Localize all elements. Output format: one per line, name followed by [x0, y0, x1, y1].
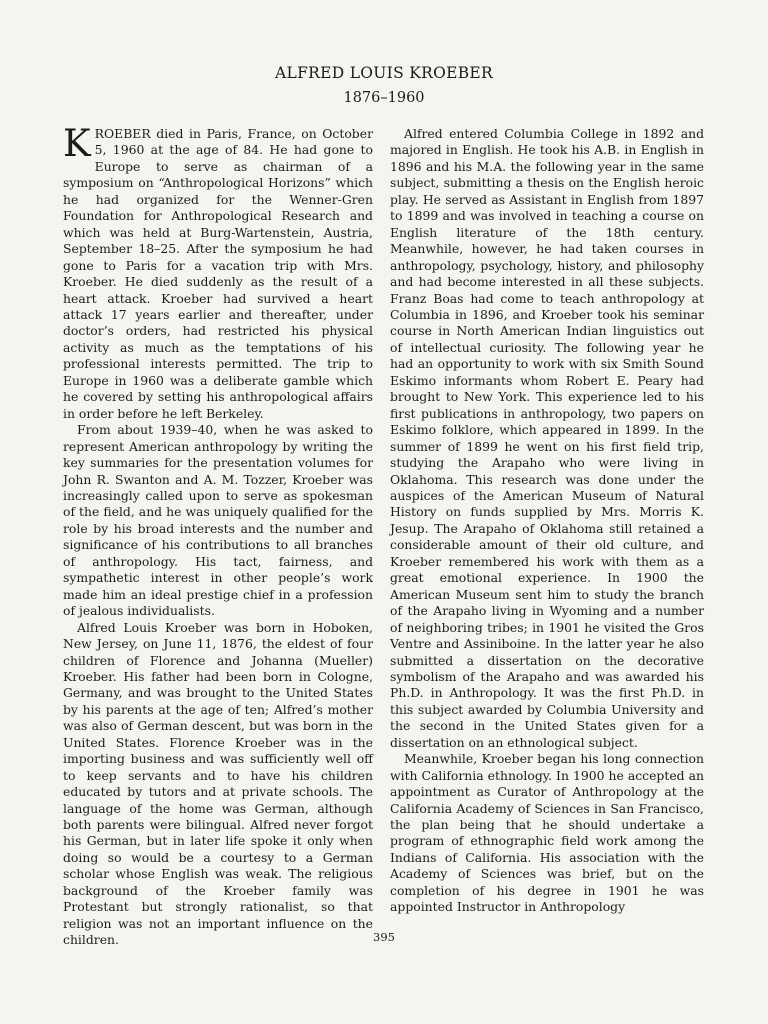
paragraph-3: Alfred Louis Kroeber was born in Hoboken, New Jersey, on June 11, 1876, the eldest of four children of Florence and Johanna (Mueller) Kroeber. His father had been born in Cologne, Germany, and was brought to the United States by his parents at the age of ten; Alfred’s mother was also of German descent, but was born in the United States. Florence Kroeber was in the importing business and was sufficiently well off to keep servants and to have his children educated by tutors and at private schools. The language of the home was German, although both parents were bilingual. Alfred never forgot his German, but in later life spoke it only when doing so would be a courtesy to a German scholar whose English was weak. The religious background of the Kroeber family was Protestant but strongly rationalist, so that religion was not an important influence on the children.: [63, 619, 373, 948]
left-column: [63, 122, 373, 949]
paragraph-5: Meanwhile, Kroeber began his long connection with California ethnology. In 1900 he accepted an appointment as Curator of Anthropology at the California Academy of Sciences in San Francisco, the plan being that he should undertake a program of ethnographic field work among the Indians of California. His association with the Academy of Sciences was brief, but on the completion of his degree in 1901 he was appointed Instructor in Anthropology: [390, 751, 704, 915]
paragraph-4: Alfred entered Columbia College in 1892 and majored in English. He took his A.B. in English in 1896 and his M.A. the following year in the same subject, submitting a thesis on the English heroic play. He served as Assistant in English from 1897 to 1899 and was involved in teaching a course on English literature of the 18th century. Meanwhile, however, he had taken courses in anthropology, psychology, history, and philosophy and had become interested in all these subjects. Franz Boas had come to teach anthropology at Columbia in 1896, and Kroeber took his seminar course in North American Indian linguistics out of intellectual curiosity. The following year he had an opportunity to work with six Smith Sound Eskimo informants whom Robert E. Peary had brought to New York. This experience led to his first publications in anthropology, two papers on Eskimo folklore, which appeared in 1899. In the summer of 1899 he went on his first field trip, studying the Arapaho who were living in Oklahoma. This research was done under the auspices of the American Museum of Natural History on funds supplied by Mrs. Morris K. Jesup. The Arapaho of Oklahoma still retained a considerable amount of their old culture, and Kroeber remembered his work with them as a great emotional experience. In 1900 the American Museum sent him to study the branch of the Arapaho living in Wyoming and a number of neighboring tribes; in 1901 he visited the Gros Ventre and Assiniboine. In the latter year he also submitted a dissertation on the decorative symbolism of the Arapaho and was awarded his Ph.D. in Anthropology. It was the first Ph.D. in this subject awarded by Columbia University and the second in the United States given for a dissertation on an ethnological subject.: [390, 126, 704, 750]
paragraph-2: From about 1939–40, when he was asked to represent American anthropology by writing the key summaries for the presentation volumes for John R. Swanton and A. M. Tozzer, Kroeber was increasingly called upon to serve as spokesman of the field, and he was uniquely qualified for the role by his broad interests and the number and significance of his contributions to all branches of anthropology. His tact, fairness, and sympathetic interest in other people’s work made him an ideal prestige chief in a profession of jealous individualists.: [63, 422, 373, 619]
page-number: 395: [373, 930, 395, 944]
life-dates: 1876–1960: [343, 90, 425, 106]
article-title: ALFRED LOUIS KROEBER: [275, 64, 493, 82]
right-column: [390, 126, 704, 916]
paragraph-1-text: ROEBER died in Paris, France, on October 5, 1960 at the age of 84. He had gone to Europe to serve as chairman of a symposium on “Anthropological Horizons” which he had organized for the Wenner-Gren Foundation for Anthropological Research and which was held at Burg-Wartenstein, Austria, September 18–25. After the symposium he had gone to Paris for a vacation trip with Mrs. Kroeber. He died suddenly as the result of a heart attack. Kroeber had survived a heart attack 17 years earlier and thereafter, under doctor’s orders, had restricted his physical activity as much as the temptations of his professional interests permitted. The trip to Europe in 1960 was a deliberate gamble which he covered by setting his anthropological affairs in order before he left Berkeley.: [63, 126, 373, 421]
drop-cap: K: [63, 122, 91, 165]
paragraph-1: [63, 122, 373, 422]
